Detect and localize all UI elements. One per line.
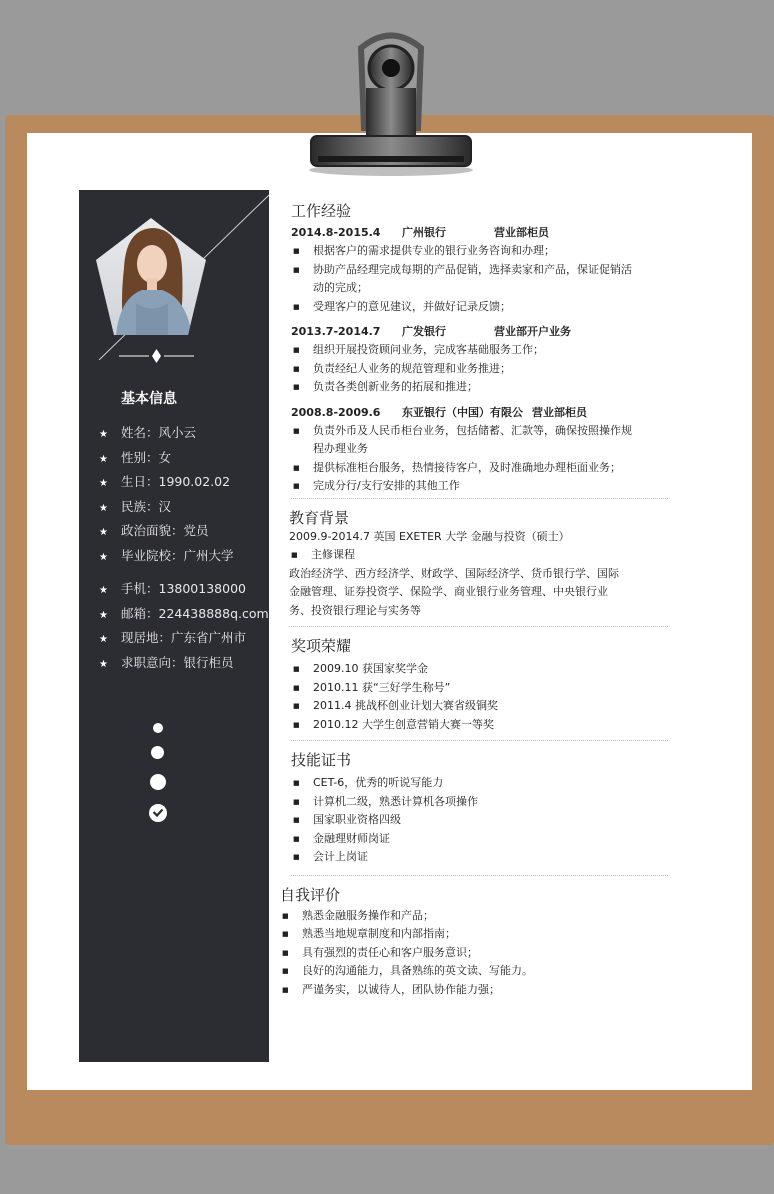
contact-item — [99, 602, 269, 627]
award-item: ■ 2010.11 获“三好学生称号” — [291, 679, 668, 698]
self-evaluation-list — [280, 907, 668, 1000]
profile-item — [99, 470, 234, 495]
contact-item-label: 邮箱：224438888q.com — [121, 605, 269, 621]
main-content — [278, 200, 668, 999]
duty-item: ■ 负责各类创新业务的拓展和推进； — [291, 378, 668, 397]
job-header — [291, 223, 668, 242]
contact-item-label: 求职意向：银行柜员 — [121, 654, 234, 670]
section-title: 奖项荣耀 — [291, 637, 352, 655]
contact-item-label: 手机：13800138000 — [121, 581, 246, 596]
job-role: 营业部柜员 — [494, 226, 549, 239]
skill-item: ■ 计算机二级，熟悉计算机各项操作 — [291, 793, 668, 812]
diamond-divider — [119, 348, 194, 364]
self-evaluation-item: ■ 熟悉金融服务操作和产品； — [280, 907, 668, 926]
course-list — [289, 546, 668, 565]
decorative-dot — [151, 746, 164, 759]
education-section — [278, 507, 668, 628]
award-item: ■ 2009.10 获国家奖学金 — [291, 660, 668, 679]
profile-item — [99, 544, 234, 569]
profile-item — [99, 495, 234, 520]
profile-info-list — [99, 421, 234, 568]
contact-item — [99, 577, 269, 602]
duty-item: ■ 负责经纪人业务的规范管理和业务推进； — [291, 360, 668, 379]
job-company: 广发银行 — [402, 325, 446, 338]
awards-section — [278, 635, 668, 741]
award-item: ■ 2010.12 大学生创意营销大赛一等奖 — [291, 716, 668, 735]
section-divider — [291, 740, 668, 741]
work-section — [278, 200, 668, 499]
duty-list — [291, 422, 668, 496]
decorative-dot — [153, 723, 163, 733]
self-evaluation-item: ■ 严谨务实，以诚待人，团队协作能力强； — [280, 981, 668, 1000]
contact-info-list — [99, 577, 269, 675]
duty-list — [291, 242, 668, 316]
job-role: 营业部开户业务 — [494, 325, 571, 338]
job-company: 广州银行 — [402, 226, 446, 239]
avatar — [96, 218, 206, 335]
award-list — [291, 660, 668, 734]
award-item: ■ 2011.4 挑战杯创业计划大赛省级铜奖 — [291, 697, 668, 716]
contact-item — [99, 626, 269, 651]
profile-item-label: 姓名：风小云 — [121, 425, 197, 440]
contact-item — [99, 651, 269, 676]
star-icon: ★ — [99, 585, 108, 596]
section-divider — [289, 626, 668, 627]
duty-item: ■ 提供标准柜台服务，热情接待客户，及时准确地办理柜面业务； — [291, 459, 668, 478]
skill-item: ■ 国家职业资格四级 — [291, 811, 668, 830]
star-icon: ★ — [99, 609, 108, 621]
decorative-dot — [150, 774, 166, 790]
profile-item — [99, 446, 234, 471]
star-icon: ★ — [99, 658, 108, 670]
duty-item: ■ 负责外币及人民币柜台业务，包括储蓄、汇款等，确保按照操作规程办理业务 — [291, 422, 633, 459]
skills-section — [278, 749, 668, 876]
duty-item: ■ 完成分行/支行安排的其他工作 — [291, 477, 668, 496]
section-title: 教育背景 — [289, 508, 350, 527]
duty-item: ■ 协助产品经理完成每期的产品促销，选择卖家和产品，保证促销活动的完成； — [291, 261, 633, 298]
skill-item: ■ CET-6，优秀的听说写能力 — [291, 774, 668, 793]
profile-item-label: 毕业院校：广州大学 — [121, 547, 234, 563]
profile-item-label: 政治面貌：党员 — [121, 523, 209, 538]
self-evaluation-section — [278, 884, 668, 1000]
job-period: 2013.7-2014.7 — [291, 325, 381, 338]
skill-item: ■ 金融理财师岗证 — [291, 830, 668, 849]
self-evaluation-item: ■ 熟悉当地规章制度和内部指南； — [280, 925, 668, 944]
section-title: 工作经验 — [291, 202, 352, 220]
job-role: 营业部柜员 — [532, 405, 587, 419]
check-circle-icon — [149, 804, 167, 822]
skill-item: ■ 会计上岗证 — [291, 848, 668, 867]
education-line: 2009.9-2014.7 英国 EXETER 大学 金融与投资（硕士） — [289, 529, 570, 543]
job-period: 2008.8-2009.6 — [291, 405, 381, 419]
profile-section-title: 基本信息 — [121, 391, 177, 407]
profile-item-label: 生日：1990.02.02 — [121, 474, 231, 489]
profile-item — [99, 421, 234, 446]
profile-item — [99, 519, 234, 544]
course-text: 政治经济学、西方经济学、财政学、国际经济学、货币银行学、国际金融管理、证券投资学、保险学、商业银行业务管理、中央银行业务、投资银行理论与实务等 — [289, 566, 619, 617]
self-evaluation-item: ■ 具有强烈的责任心和客户服务意识； — [280, 944, 668, 963]
profile-item-label: 性别：女 — [121, 449, 172, 465]
section-divider — [291, 498, 668, 499]
self-evaluation-item: ■ 良好的沟通能力，具备熟练的英文读、写能力。 — [280, 962, 668, 981]
duty-item: ■ 根据客户的需求提供专业的银行业务咨询和办理； — [291, 242, 668, 261]
binder-clip-icon — [306, 28, 476, 178]
course-label: ■ 主修课程 — [289, 546, 668, 565]
job-header — [291, 403, 668, 422]
section-divider — [291, 875, 668, 876]
contact-item-label: 现居地：广东省广州市 — [121, 630, 247, 645]
star-icon: ★ — [99, 453, 108, 465]
skill-list — [291, 774, 668, 867]
profile-item-label: 民族：汉 — [121, 498, 172, 514]
duty-list — [291, 341, 668, 397]
section-title: 自我评价 — [280, 885, 341, 904]
section-title: 技能证书 — [291, 751, 352, 769]
job-company: 东亚银行（中国）有限公 — [402, 405, 523, 419]
star-icon: ★ — [99, 429, 108, 440]
sidebar — [79, 190, 269, 1062]
star-icon: ★ — [99, 502, 108, 514]
star-icon: ★ — [99, 634, 108, 645]
star-icon: ★ — [99, 478, 108, 489]
star-icon: ★ — [99, 551, 108, 563]
star-icon: ★ — [99, 527, 108, 538]
job-header — [291, 322, 668, 341]
job-period: 2014.8-2015.4 — [291, 226, 381, 239]
duty-item: ■ 组织开展投资顾问业务，完成客基础服务工作； — [291, 341, 668, 360]
duty-item: ■ 受理客户的意见建议，并做好记录反馈； — [291, 298, 668, 317]
